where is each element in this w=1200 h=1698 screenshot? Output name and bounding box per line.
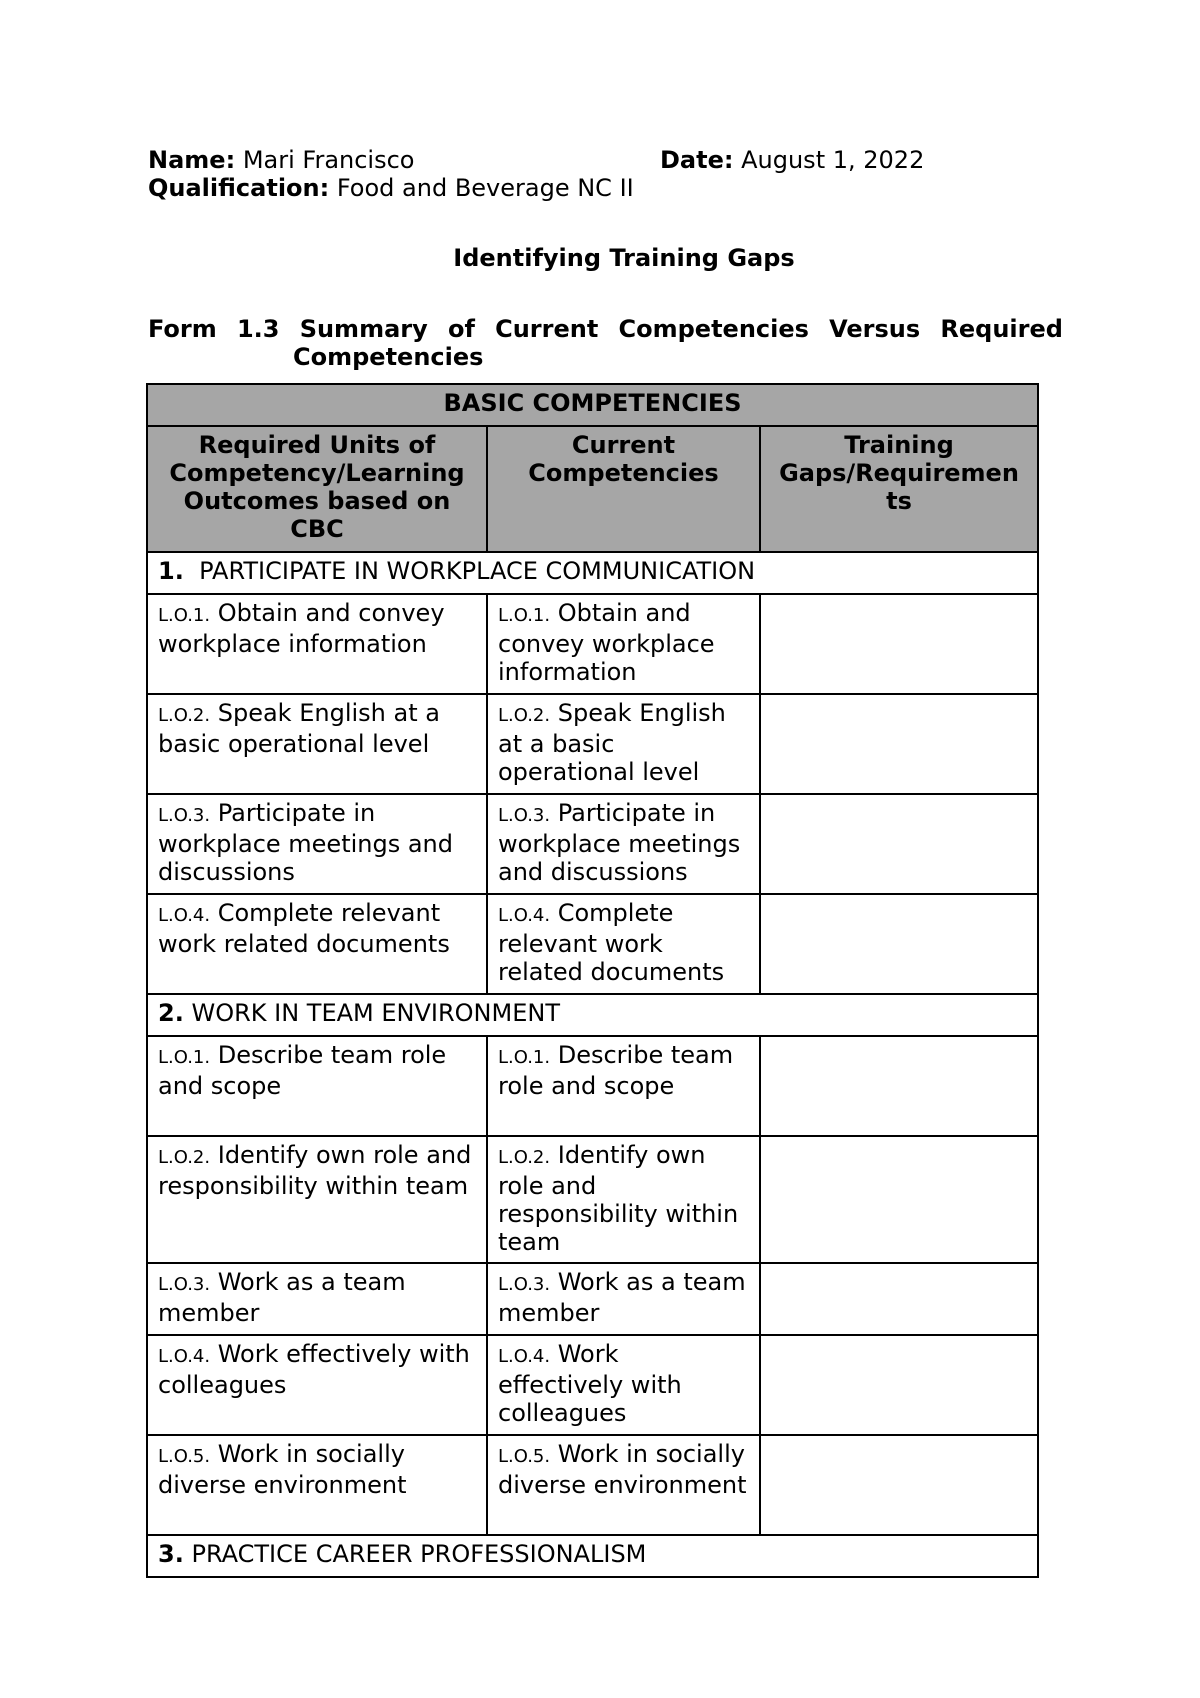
current-cell: L.O.3. Work as a team member [487,1263,760,1335]
date-label: Date: [660,146,734,174]
gap-cell[interactable] [760,1036,1038,1136]
required-cell: L.O.5. Work in socially diverse environment [147,1435,487,1535]
section-heading [147,994,1038,1036]
form-title [148,315,1063,371]
table-row [147,594,1038,694]
gap-cell[interactable] [760,594,1038,694]
table-row [147,794,1038,894]
form-title-line1 [148,315,1063,343]
date-value: August 1, 2022 [741,146,925,174]
table-row [147,1435,1038,1535]
form-title-word: of [447,315,475,343]
current-cell: L.O.4. Complete relevant work related documents [487,894,760,994]
table-row [147,1136,1038,1263]
gap-cell[interactable] [760,1435,1038,1535]
current-cell: L.O.2. Identify own role and responsibility within team [487,1136,760,1263]
form-title-word: Versus [829,315,921,343]
section-title: PRACTICE CAREER PROFESSIONALISM [191,1540,647,1568]
form-title-word: Form [148,315,217,343]
competency-table [146,383,1039,1578]
document-title: Identifying Training Gaps [453,244,795,272]
form-title-word: Current [495,315,599,343]
required-cell: L.O.1. Describe team role and scope [147,1036,487,1136]
required-cell: L.O.3. Participate in workplace meetings and discussions [147,794,487,894]
required-cell: L.O.4. Work effectively with colleagues [147,1335,487,1435]
name-line [148,146,414,174]
gap-cell[interactable] [760,894,1038,994]
qualification-value: Food and Beverage NC II [336,174,634,202]
table-row [147,694,1038,794]
gap-cell[interactable] [760,694,1038,794]
form-title-word: Summary [299,315,428,343]
gap-cell[interactable] [760,1335,1038,1435]
table-row [147,1335,1038,1435]
current-cell: L.O.1. Describe team role and scope [487,1036,760,1136]
section-heading [147,552,1038,594]
form-title-word: Competencies [618,315,809,343]
column-header-current: Current Competencies [487,426,760,552]
required-cell: L.O.2. Speak English at a basic operational level [147,694,487,794]
current-cell: L.O.4. Work effectively with colleagues [487,1335,760,1435]
current-cell: L.O.5. Work in socially diverse environment [487,1435,760,1535]
section-heading [147,1535,1038,1577]
section-number: 3. [158,1540,184,1568]
required-cell: L.O.3. Work as a team member [147,1263,487,1335]
section-title: WORK IN TEAM ENVIRONMENT [191,999,560,1027]
current-cell: L.O.1. Obtain and convey workplace information [487,594,760,694]
gap-cell[interactable] [760,1263,1038,1335]
qualification-line [148,174,634,202]
name-value: Mari Francisco [242,146,415,174]
required-cell: L.O.4. Complete relevant work related documents [147,894,487,994]
table-row [147,894,1038,994]
column-header-gaps: Training Gaps/Requiremen ts [760,426,1038,552]
form-title-word: 1.3 [236,315,280,343]
table-banner: BASIC COMPETENCIES [147,384,1038,426]
required-cell: L.O.1. Obtain and convey workplace information [147,594,487,694]
date-line [660,146,924,174]
gap-cell[interactable] [760,1136,1038,1263]
current-cell: L.O.3. Participate in workplace meetings and discussions [487,794,760,894]
gap-cell[interactable] [760,794,1038,894]
form-title-line2: Competencies [293,343,484,371]
column-header-required: Required Units of Competency/Learning Outcomes based on CBC [147,426,487,552]
section-title: PARTICIPATE IN WORKPLACE COMMUNICATION [199,557,756,585]
section-number: 2. [158,999,184,1027]
name-label: Name: [148,146,236,174]
qualification-label: Qualification: [148,174,330,202]
section-number: 1. [158,557,184,585]
current-cell: L.O.2. Speak English at a basic operational level [487,694,760,794]
form-title-word: Required [940,315,1063,343]
required-cell: L.O.2. Identify own role and responsibility within team [147,1136,487,1263]
table-row [147,1263,1038,1335]
table-row [147,1036,1038,1136]
